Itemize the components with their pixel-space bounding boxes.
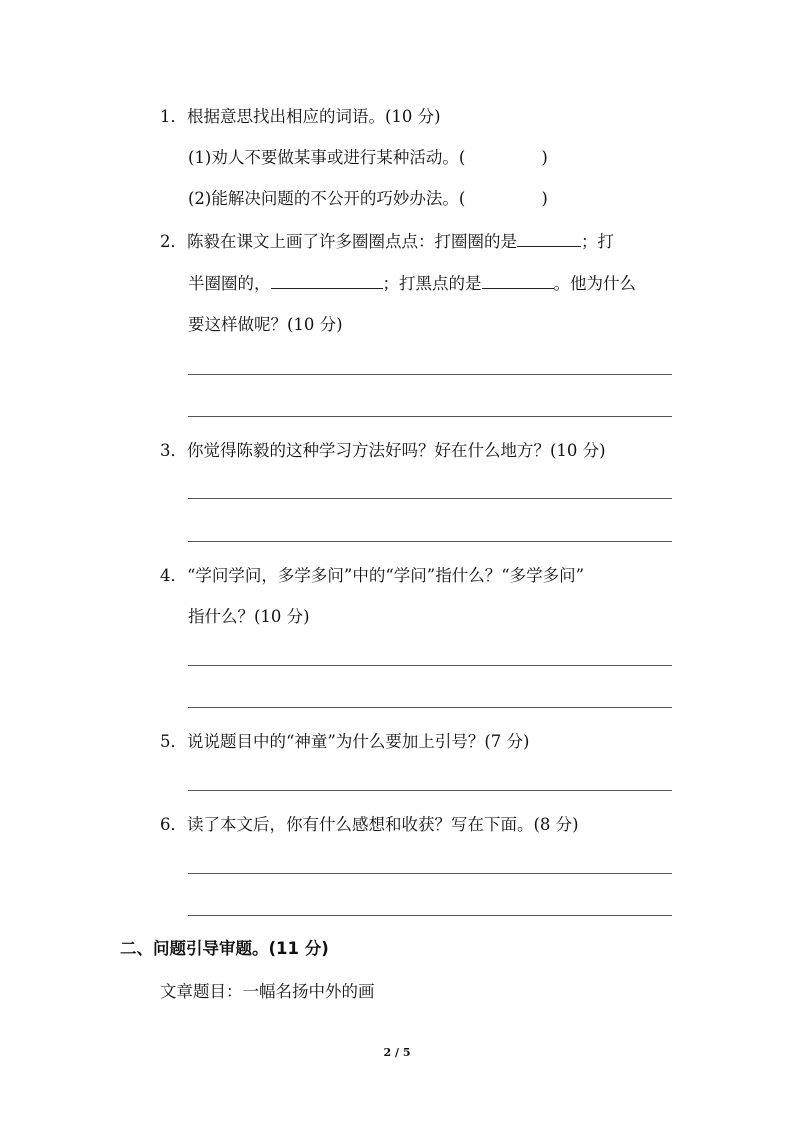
answer-line-2-2[interactable]	[188, 416, 672, 417]
question-1-item-2-text: (2)能解决问题的不公开的巧妙办法。(	[188, 189, 466, 208]
blank-circle[interactable]	[517, 230, 581, 247]
question-1-item-1-text: (1)劝人不要做某事或进行某种活动。(	[188, 148, 466, 167]
blank-black-dot[interactable]	[482, 272, 554, 289]
page-number: 2 / 5	[383, 1046, 411, 1059]
answer-line-6-1[interactable]	[188, 873, 672, 874]
question-5: 5．说说题目中的“神童”为什么要加上引号？(7 分)	[160, 732, 530, 751]
question-2-line-2	[188, 272, 636, 295]
answer-line-3-1[interactable]	[188, 498, 672, 499]
answer-line-5-1[interactable]	[188, 790, 672, 791]
question-2-line-1	[160, 230, 614, 253]
answer-line-2-1[interactable]	[188, 374, 672, 375]
answer-line-4-1[interactable]	[188, 665, 672, 666]
question-6: 6．读了本文后，你有什么感想和收获？写在下面。(8 分)	[160, 815, 579, 834]
question-2-line-3: 要这样做呢？(10 分)	[188, 315, 343, 334]
question-2-text-b: ；打	[581, 232, 614, 251]
question-2-text-d: ；打黑点的是	[382, 274, 482, 293]
question-1-item-1-close: )	[541, 148, 548, 167]
question-2-text-e: 。他为什么	[553, 274, 636, 293]
answer-line-6-2[interactable]	[188, 915, 672, 916]
question-1-item-1	[188, 147, 548, 169]
question-1-item-2	[188, 188, 548, 210]
question-4-line-1: 4．“学问学问，多学多问”中的“学问”指什么？“多学多问”	[160, 566, 585, 585]
question-2-text-a: 2．陈毅在课文上画了许多圈圈点点：打圈圈的是	[160, 232, 517, 251]
answer-line-4-2[interactable]	[188, 707, 672, 708]
answer-line-3-2[interactable]	[188, 541, 672, 542]
question-1-item-2-close: )	[541, 189, 548, 208]
article-title: 文章题目：一幅名扬中外的画	[160, 982, 375, 1001]
question-4-line-2: 指什么？(10 分)	[188, 607, 310, 626]
question-1: 1．根据意思找出相应的词语。(10 分)	[160, 107, 441, 126]
blank-half-circle[interactable]	[271, 272, 383, 289]
question-3: 3．你觉得陈毅的这种学习方法好吗？好在什么地方？(10 分)	[160, 441, 606, 460]
section-2-heading: 二、问题引导审题。(11 分)	[120, 939, 329, 958]
question-2-text-c: 半圈圈的，	[188, 274, 271, 293]
